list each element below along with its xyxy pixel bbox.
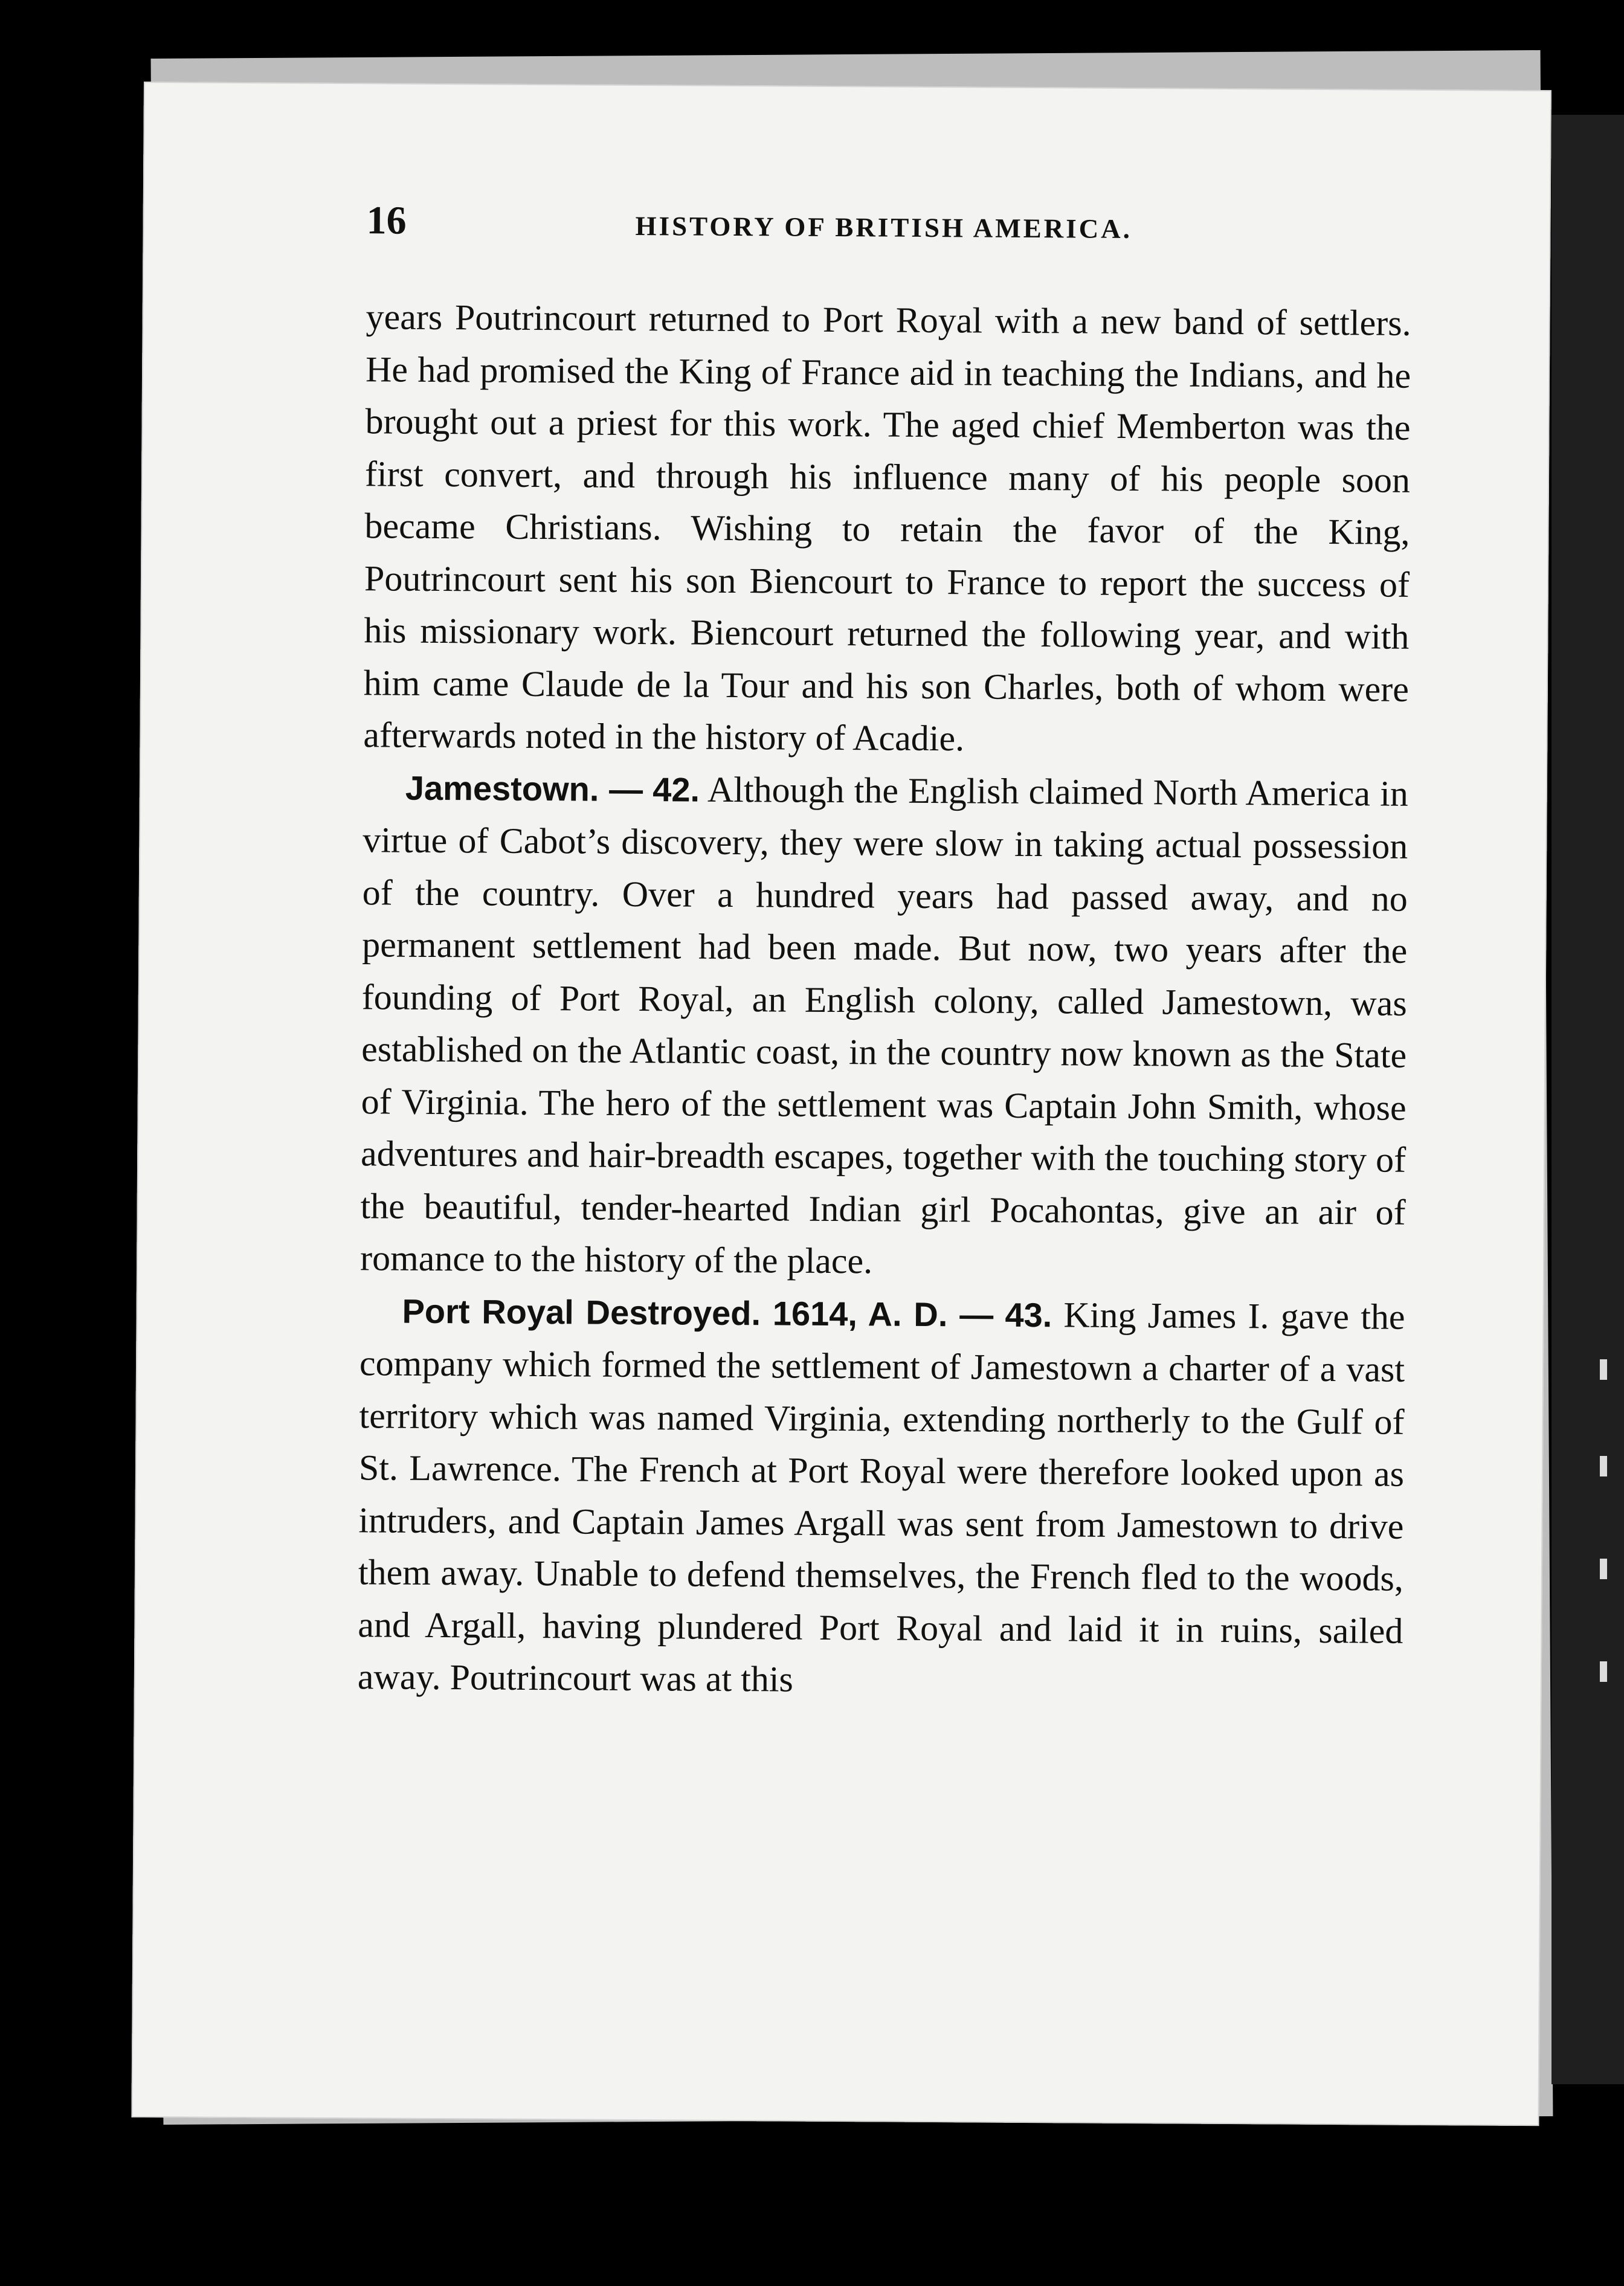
running-head [366, 198, 1411, 250]
book-page [131, 82, 1552, 2126]
section-43 [358, 1284, 1405, 1710]
section-42-number: 42. [652, 770, 700, 809]
section-42 [360, 761, 1408, 1291]
scan-mark [1600, 1456, 1607, 1476]
scan-mark [1600, 1559, 1607, 1579]
section-43-heading: Port Royal Destroyed. 1614, A. D. — [402, 1292, 994, 1334]
page-number: 16 [366, 198, 407, 243]
section-43-text: King James I. gave the company which formed the settlement of Jamestown a charter of a vast territory which was named Virginia, extending northerly to the Gulf of St. Lawrence. The French at Port Royal were therefore looked upon as intruders, and Captain James Argall was sent from Jamestown to drive them away. Unable to defend themselves, the French fled to the woods, and Argall, having plundered Port Royal and laid it in ruins, sailed away. Poutrincourt was at this [357, 1294, 1405, 1699]
scan-mark [1600, 1359, 1607, 1380]
adjacent-page-edge [1552, 115, 1624, 2084]
section-42-text: Although the English claimed North America in virtue of Cabot’s discovery, they were slow in taking actual possession of the country. Over a hundred years had passed away, and no permanent settlement had been made. But now, two years after the founding of Port Royal, an English colony, called Jamestown, was established on the Atlantic coast, in the country now known as the State of Virginia. The hero of the settlement was Captain John Smith, whose adventures and hair-breadth escapes, together with the touching story of the beautiful, tender-hearted Indian girl Pocahontas, give an air of romance to the history of the place. [359, 769, 1409, 1281]
page-title: HISTORY OF BRITISH AMERICA. [635, 210, 1133, 244]
section-43-number: 43. [1005, 1295, 1052, 1334]
section-42-heading: Jamestown. — [405, 768, 643, 808]
page-content [358, 198, 1412, 1709]
scan-mark [1600, 1661, 1607, 1682]
paragraph-1: years Poutrincourt returned to Port Royal with a new band of settlers. He had promised the King of France aid in teaching the Indians, and he brought out a priest for this work. The aged chief Memberton was the first convert, and through his influence many of his people soon became Christians. Wishing to retain the favor of the King, Poutrincourt sent his son Biencourt to France to report the success of his missionary work. Biencourt returned the following year, and with him came Claude de la Tour and his son Charles, both of whom were afterwards noted in the history of Acadie. [363, 297, 1411, 759]
